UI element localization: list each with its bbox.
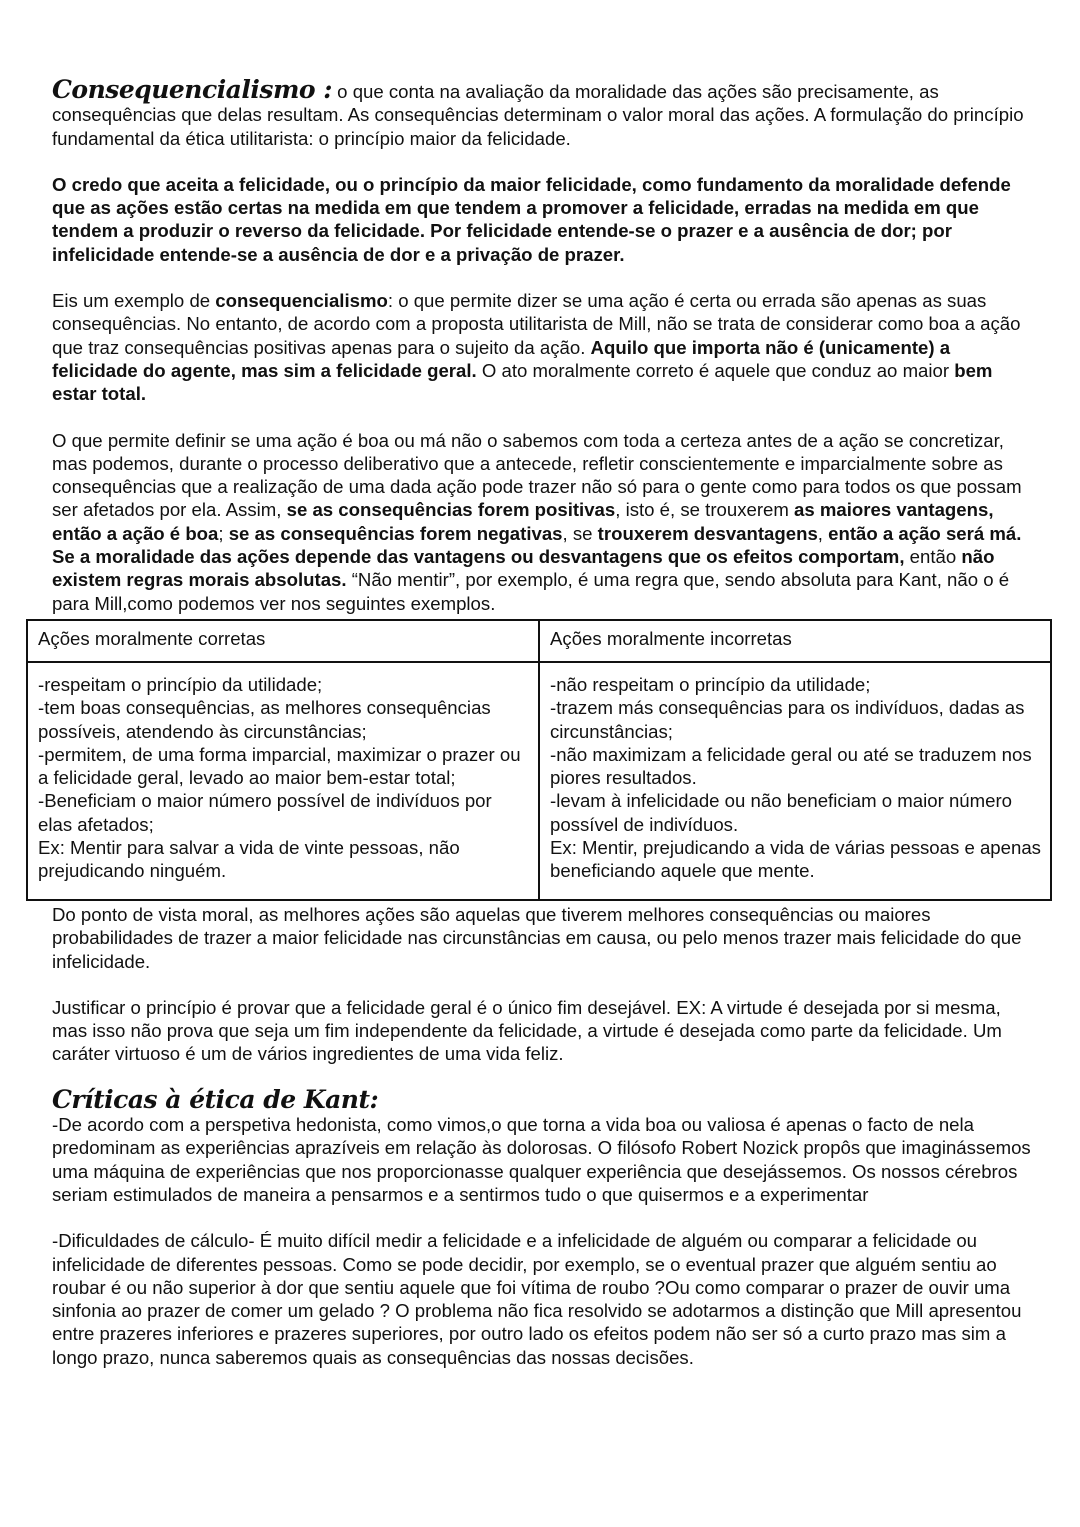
bold-run: as maiores vantagens, então a ação é boa [52,499,994,544]
list-item: Ex: Mentir, prejudicando a vida de várias pessoas e apenas beneficiando aquele que mente. [550,837,1041,882]
consequencialismo-paragraph [52,75,1032,150]
kant-critique-heading-line [52,1084,1032,1114]
list-item: -Beneficiam o maior número possível de indivíduos por elas afetados; [38,790,492,835]
list-item: -trazem más consequências para os indivíduos, dadas as circunstâncias; [550,697,1025,742]
bold-run: bem estar total. [52,359,993,405]
list-item: -permitem, de uma forma imparcial, maximizar o prazer ou a felicidade geral, levado ao maior bem-estar total; [38,743,521,789]
moral-viewpoint-paragraph: Do ponto de vista moral, as melhores ações são aquelas que tiverem melhores consequências ou maiores probabilidades de trazer a maior felicidade nas circunstâncias em causa, ou pelo menos trazer mais felicidade do que infelicidade. [52,903,1022,972]
list-item: -respeitam o princípio da utilidade; [38,673,323,695]
text-run: , [817,522,829,544]
incorrect-actions-cell [539,662,1051,900]
list-item: -levam à infelicidade ou não beneficiam o maior número possível de indivíduos. [550,790,1012,835]
header-incorrect-actions: Ações moralmente incorretas [539,620,1051,662]
text-run: O que permite definir se uma ação é boa ou má não o sabemos com toda a certeza antes de a ação se concretizar, mas podemos, durante o processo deliberativo que a antecede, refletir conscientemente e imparcialmente sobre as consequências que a realização de uma dada ação pode trazer não só para o gente como para todos os que possam ser afetados por ela. Assim, [52,429,1022,521]
intro-text: o que conta na avaliação da moralidade das ações são precisamente, as consequências que delas resultam. As consequências determinam o valor moral das ações. A formulação do princípio fundamental da ética utilitarista: o princípio maior da felicidade. [52,81,1024,149]
bold-run: consequencialismo [215,290,388,312]
list-item: -não maximizam a felicidade geral ou até se traduzem nos piores resultados. [550,743,1032,789]
list-item: -não respeitam o princípio da utilidade; [550,673,871,695]
list-item: Ex: Mentir para salvar a vida de vinte pessoas, não prejudicando ninguém. [38,837,460,882]
bold-run: não existem regras morais absolutas. [52,546,995,591]
calculation-paragraph: -Dificuldades de cálculo- É muito difícil medir a felicidade e a infelicidade de alguém ou comparar a felicidade ou infelicidade de diferentes pessoas. Como se pode decidir, por exemplo, se o eventual prazer que alguém sentiu ao roubar é ou não superior à dor que sentiu aquele que foi vítima de roubo ?Ou como comparar o prazer de ouvir uma sinfonia ao prazer de comer um gelado ? O problema não fica resolvido se adotarmos a distinção que Mill apresentou entre prazeres inferiores e prazeres superiores, por outro lado os efeitos podem não ser só a curto prazo mas sim a longo prazo, nunca saberemos quais as consequências das nossas decisões. [52,1230,1022,1368]
section-heading-criticas: Críticas à ética de Kant: [52,1084,379,1114]
list-item: -tem boas consequências, as melhores consequências possíveis, atendendo às circunstâncias; [38,697,491,742]
example-paragraph [52,289,1032,405]
document-page [38,75,1041,1369]
comparison-table [26,619,1052,901]
text-run: : o que permite dizer se uma ação é certa ou errada são apenas as suas consequências. No entanto, de acordo com a proposta utilitarista de Mill, não se trata de considerar como boa a ação que traz consequências positivas apenas para o sujeito da ação. [52,290,1021,358]
principle-quote: O credo que aceita a felicidade, ou o princípio da maior felicidade, como fundamento da moralidade defende que as ações estão certas na medida em que tendem a promover a felicidade, erradas na medida em que tendem a produzir o reverso da felicidade. Por felicidade entende-se o prazer e a ausência de dor; por infelicidade entende-se a ausência de dor e a privação de prazer. [52,173,1011,265]
bold-run: se as consequências forem negativas [228,522,563,544]
text-run: , isto é, se trouxerem [615,499,795,521]
header-correct-actions: Ações moralmente corretas [27,620,539,662]
hedonist-paragraph: -De acordo com a perspetiva hedonista, como vimos,o que torna a vida boa ou valiosa é apenas o facto de nela predominam as experiências aprazíveis em relação às dolorosas. O filósofo Robert Nozick propôs que imaginássemos uma máquina de experiências que nos proporcionasse qualquer experiência que desejássemos. Os nossos cérebros seriam estimulados de maneira a pensarmos e a sentirmos tudo o que quisermos e a experimentar [52,1114,1031,1205]
bold-run: então a ação será má. Se a moralidade das ações depende das vantagens ou desvantagens que os efeitos comportam, [52,522,1022,568]
text-run: “Não mentir”, por exemplo, é uma regra que, sendo absoluta para Kant, não o é para Mill,como podemos ver nos seguintes exemplos. [52,569,1010,614]
text-run: O ato moralmente correto é aquele que conduz ao maior [476,359,955,381]
table-header-row [27,620,1051,662]
table-row [27,662,1051,900]
bold-run: Aquilo que importa não é (unicamente) a felicidade do agente, mas sim a felicidade geral. [52,336,951,381]
bold-run: se as consequências forem positivas [286,499,616,521]
text-run: então [904,546,962,568]
bold-run: trouxerem desvantagens [597,522,818,544]
deliberation-paragraph [52,429,1032,615]
text-run: Eis um exemplo de [52,290,216,312]
text-run: , se [562,522,598,544]
justification-paragraph: Justificar o princípio é provar que a felicidade geral é o único fim desejável. EX: A virtude é desejada por si mesma, mas isso não prova que seja um fim independente da felicidade, a virtude é desejada como parte da felicidade. Um caráter virtuoso é um de vários ingredientes de uma vida feliz. [52,996,1002,1065]
text-run: ; [218,522,229,544]
correct-actions-cell [27,662,539,900]
section-heading-consequencialismo: Consequencialismo : [52,75,333,104]
